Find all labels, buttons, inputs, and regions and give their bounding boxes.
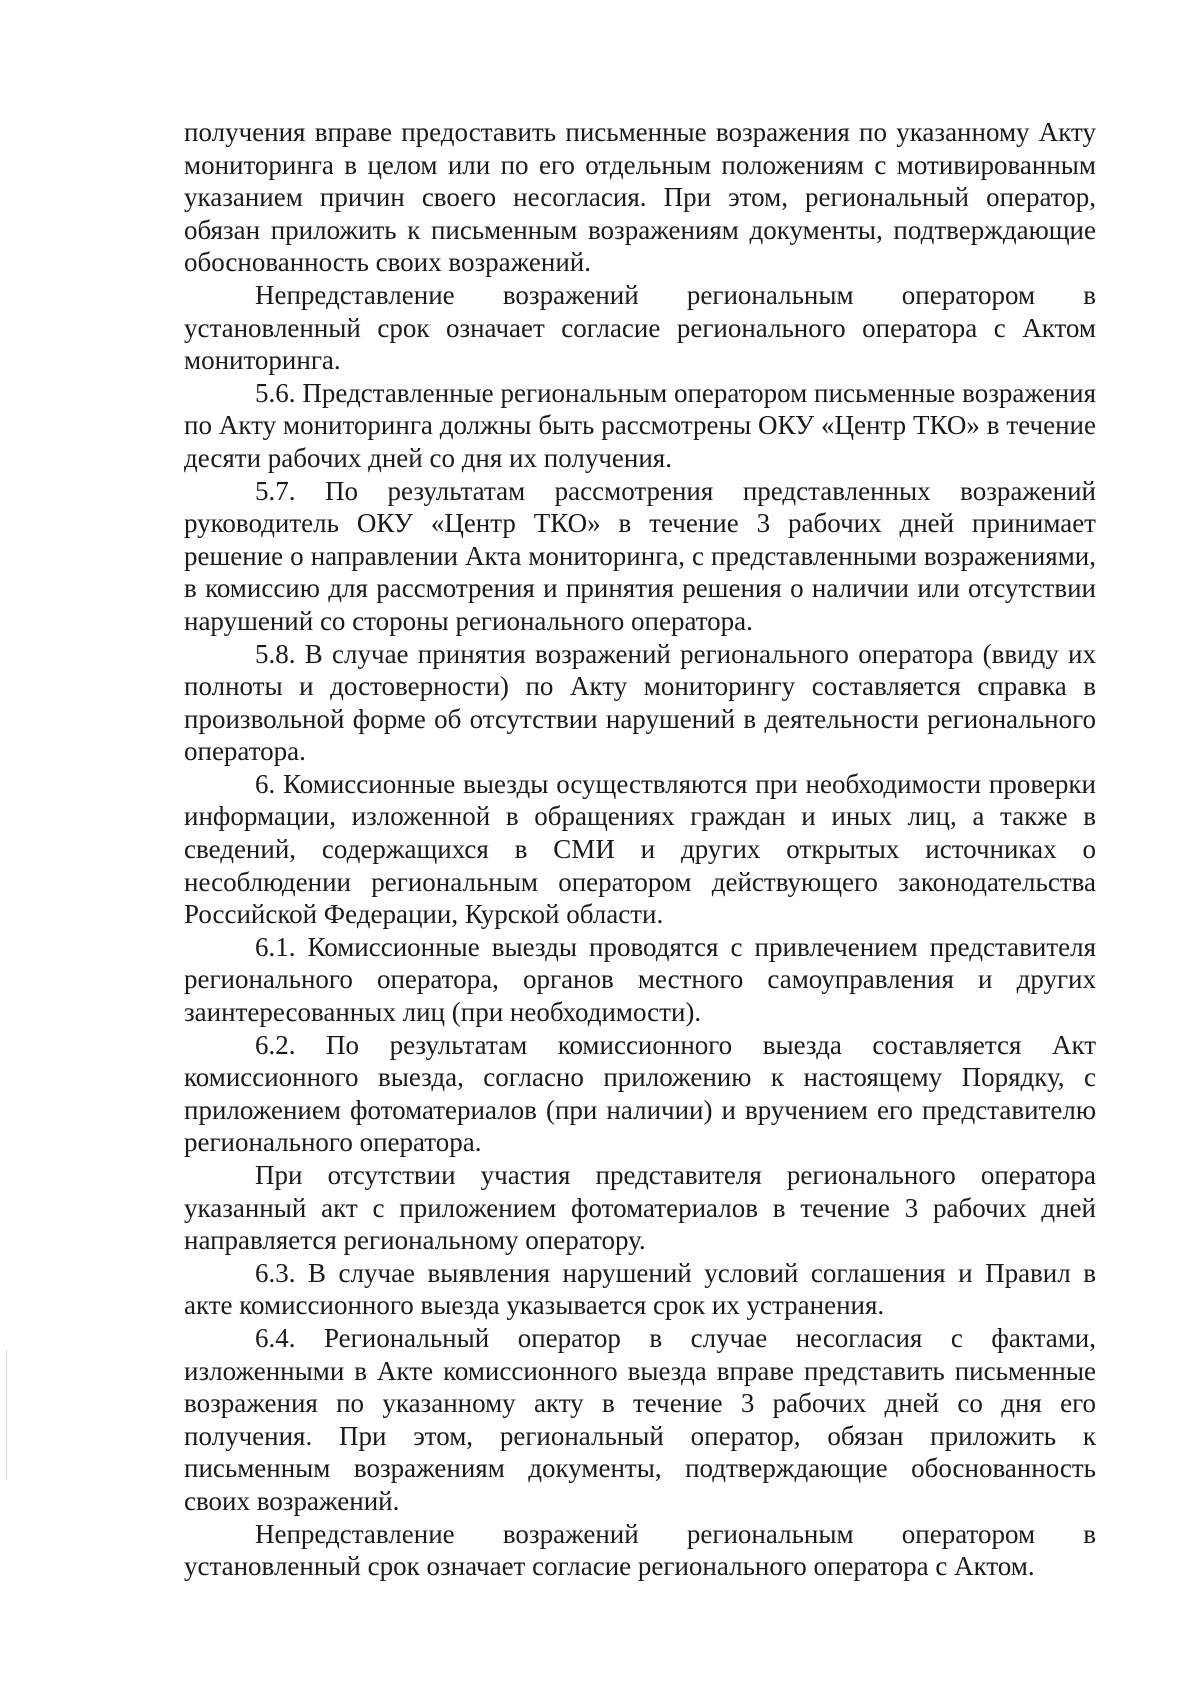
paragraph-5-8: 5.8. В случае принятия возражений регионального оператора (ввиду их полноты и достоверности) по Акту мониторингу составляется справка в произвольной форме об отсутствии нарушений в деятельности регионального оператора. — [184, 638, 1096, 767]
paragraph-non-submission-monitoring: Непредставление возражений региональным оператором в установленный срок означает согласие регионального оператора с Актом мониторинга. — [184, 279, 1096, 376]
paragraph-6-3: 6.3. В случае выявления нарушений условий соглашения и Правил в акте комиссионного выезда указывается срок их устранения. — [184, 1257, 1096, 1321]
paragraph-6: 6. Комиссионные выезды осуществляются при необходимости проверки информации, изложенной в обращениях граждан и иных лиц, а также в сведений, содержащихся в СМИ и других открытых источниках о несоблюдении региональным оператором действующего законодательства Российской Федерации, Курской области. — [184, 768, 1096, 930]
paragraph-continuation: получения вправе предоставить письменные возражения по указанному Акту мониторинга в целом или по его отдельным положениям с мотивированным указанием причин своего несогласия. При этом, региональный оператор, обязан приложить к письменным возражениям документы, подтверждающие обоснованность своих возражений. — [184, 117, 1096, 278]
paragraph-5-6: 5.6. Представленные региональным оператором письменные возражения по Акту мониторинга должны быть рассмотрены ОКУ «Центр ТКО» в течение десяти рабочих дней со дня их получения. — [184, 377, 1096, 473]
paragraph-absence-of-representative: При отсутствии участия представителя регионального оператора указанный акт с приложением фотоматериалов в течение 3 рабочих дней направляется региональному оператору. — [184, 1160, 1096, 1256]
paragraph-5-7: 5.7. По результатам рассмотрения представленных возражений руководитель ОКУ «Центр ТКО» в течение 3 рабочих дней принимает решение о направлении Акта мониторинга, с представленными возражениями, в комиссию для рассмотрения и принятия решения о наличии или отсутствии нарушений со стороны регионального оператора. — [184, 475, 1096, 636]
paragraph-6-1: 6.1. Комиссионные выезды проводятся с привлечением представителя регионального оператора, органов местного самоуправления и других заинтересованных лиц (при необходимости). — [184, 931, 1096, 1028]
document-body — [184, 116, 1096, 1583]
paragraph-6-2: 6.2. По результатам комиссионного выезда составляется Акт комиссионного выезда, согласно приложению к настоящему Порядку, с приложением фотоматериалов (при наличии) и вручением его представителю регионального оператора. — [184, 1029, 1096, 1158]
paragraph-6-4: 6.4. Региональный оператор в случае несогласия с фактами, изложенными в Акте комиссионного выезда вправе представить письменные возражения по указанному акту в течение 3 рабочих дней со дня его получения. При этом, региональный оператор, обязан приложить к письменным возражениям документы, подтверждающие обоснованность своих возражений. — [184, 1322, 1096, 1516]
paragraph-non-submission-act: Непредставление возражений региональным оператором в установленный срок означает согласие регионального оператора с Актом. — [184, 1518, 1096, 1582]
scan-edge-mark — [6, 1350, 7, 1480]
